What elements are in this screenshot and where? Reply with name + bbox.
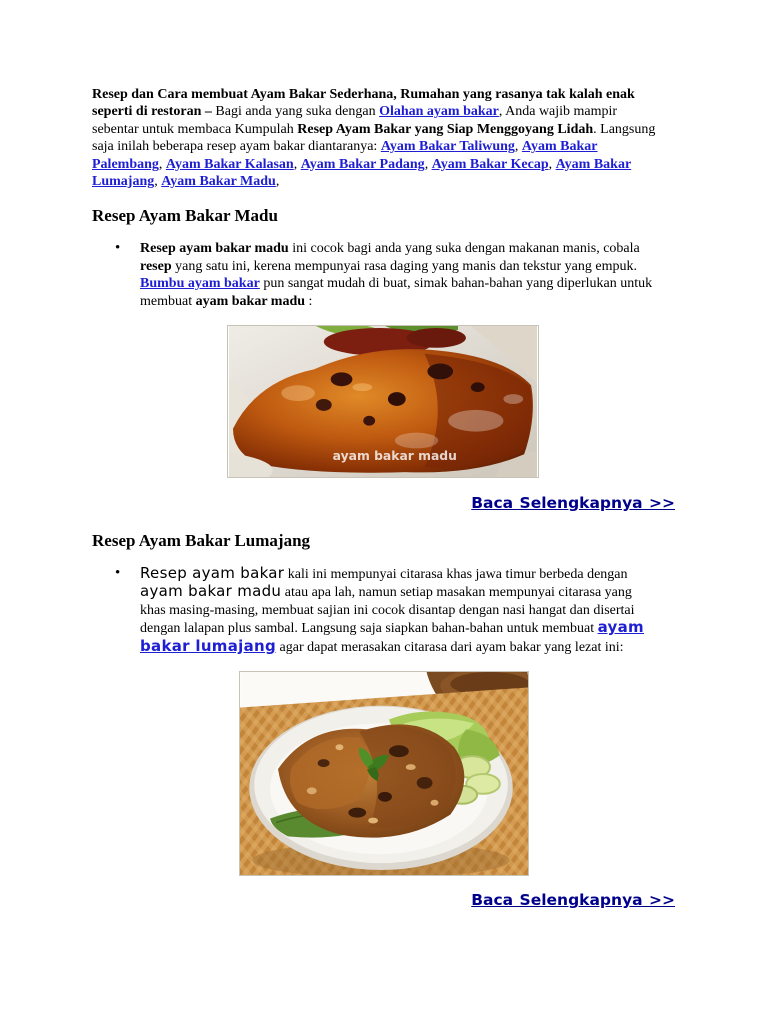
text-run: ayam bakar madu — [195, 293, 306, 309]
lumajang-bullet-item — [140, 565, 660, 656]
link-ayam-bakar-lumajang-inline[interactable]: ayam bakar lumajang — [140, 618, 644, 655]
link-ayam-bakar-lumajang[interactable]: Ayam Bakar Lumajang — [92, 156, 632, 190]
text-run: , — [293, 156, 301, 172]
heading-resep-ayam-bakar-madu: Resep Ayam Bakar Madu — [92, 206, 278, 226]
text-run: Resep ayam bakar madu — [140, 241, 289, 257]
text-run: yang satu ini, kerena mempunyai rasa daging yang manis dan tekstur yang empuk. — [171, 258, 638, 274]
link-olahan-ayam-bakar[interactable]: Olahan ayam bakar — [379, 104, 499, 120]
text-run: resep — [140, 258, 172, 274]
link-ayam-bakar-kecap[interactable]: Ayam Bakar Kecap — [431, 156, 549, 172]
text-run: Resep dan Cara membuat Ayam Bakar Sederhana, Rumahan yang rasanya tak kalah enak seperti di restoran – — [92, 87, 635, 120]
madu-bullet-list — [92, 240, 660, 310]
intro-paragraph — [92, 86, 660, 190]
text-run: agar dapat merasakan citarasa dari ayam bakar yang lezat ini: — [276, 639, 624, 655]
text-run: ayam bakar madu — [140, 582, 282, 601]
link-ayam-bakar-kalasan[interactable]: Ayam Bakar Kalasan — [165, 156, 294, 172]
text-run: , — [154, 174, 162, 190]
ayam-bakar-madu-photo — [227, 325, 539, 478]
text-run: ini cocok bagi anda yang suka dengan makanan manis, cobala — [288, 241, 640, 257]
read-more-row-lumajang — [92, 891, 675, 910]
heading-resep-ayam-bakar-lumajang: Resep Ayam Bakar Lumajang — [92, 531, 311, 551]
text-run: , — [424, 156, 432, 172]
text-run: Bagi anda yang suka dengan — [215, 104, 380, 120]
document-page — [92, 86, 675, 910]
text-run: . Langsung saja inilah beberapa resep ayam bakar diantaranya: — [92, 121, 656, 155]
text-run: , Anda wajib mampir sebentar untuk membaca Kumpulah — [92, 104, 618, 137]
link-bumbu-ayam-bakar[interactable]: Bumbu ayam bakar — [140, 276, 260, 292]
text-run: Resep ayam bakar — [140, 564, 285, 583]
ayam-bakar-madu-photo-art — [228, 326, 538, 477]
ayam-bakar-lumajang-photo — [239, 671, 529, 876]
text-run: , — [548, 156, 556, 172]
read-more-link-madu[interactable]: Baca Selengkapnya >> — [471, 494, 675, 513]
madu-photo-caption: ayam bakar madu — [332, 449, 457, 464]
text-run: , — [275, 174, 280, 190]
link-ayam-bakar-taliwung[interactable]: Ayam Bakar Taliwung — [380, 139, 515, 155]
ayam-bakar-lumajang-photo-art — [240, 672, 528, 875]
read-more-row-madu — [92, 494, 675, 513]
text-run: atau apa lah, namun setiap masakan mempunyai citarasa yang khas masing-masing, membuat sajian ini cocok disantap dengan nasi hangat dan disertai dengan lalapan plus sambal. Langsung saja siapkan bahan-bahan untuk membuat — [140, 585, 635, 637]
link-ayam-bakar-palembang[interactable]: Ayam Bakar Palembang — [92, 139, 598, 172]
text-run: pun sangat mudah di buat, simak bahan-bahan yang diperlukan untuk membuat — [140, 276, 653, 309]
madu-bullet-item — [140, 240, 660, 310]
text-run: kali ini mempunyai citarasa khas jawa timur berbeda dengan — [284, 567, 628, 583]
text-run: , — [514, 139, 522, 155]
link-ayam-bakar-padang[interactable]: Ayam Bakar Padang — [300, 156, 425, 172]
text-run: , — [158, 156, 166, 172]
link-ayam-bakar-madu[interactable]: Ayam Bakar Madu — [161, 174, 276, 190]
lumajang-bullet-list — [92, 565, 660, 656]
text-run: Resep Ayam Bakar yang Siap Menggoyang Lidah — [297, 121, 594, 137]
text-run: : — [305, 293, 313, 309]
read-more-link-lumajang[interactable]: Baca Selengkapnya >> — [471, 891, 675, 910]
